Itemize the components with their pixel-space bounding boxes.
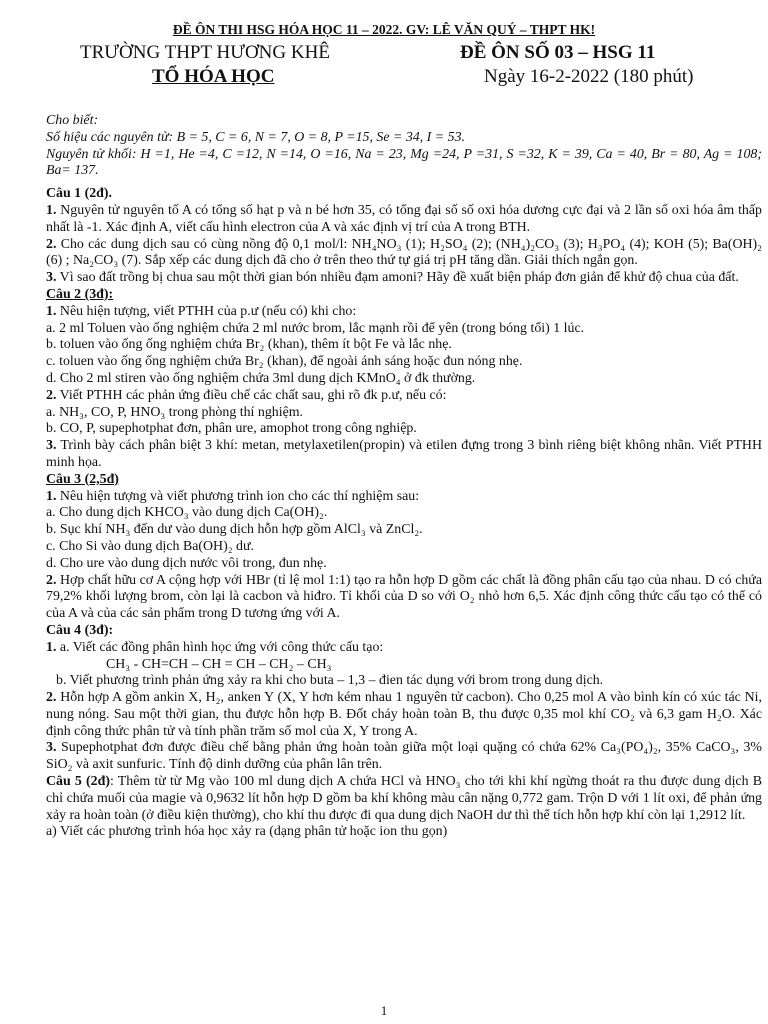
q3-part-1: 1. Nêu hiện tượng và viết phương trình ion cho các thí nghiệm sau: — [46, 488, 420, 504]
q2-part-1: 1. Nêu hiện tượng, viết PTHH của p.ư (nếu có) khi cho: — [46, 303, 357, 319]
q2-part-1a: a. 2 ml Toluen vào ống nghiệm chứa 2 ml nước brom, lắc mạnh rồi để yên (trong bóng tối) 1 lúc. — [46, 320, 585, 336]
q3-part-2: 2. Hợp chất hữu cơ A cộng hợp với HBr (tỉ lệ mol 1:1) tạo ra hỗn hợp D gồm các chất là đồng phân cấu tạo của nhau. D có chứa 79,2% khối lượng brom, còn lại là cacbon và hiđro. Tỉ khối của D so với O₂ nhỏ hơn 6,5. Xác định công thức cấu tạo có thể có của A và của các sản phẩm trong D tương ứng với A. — [46, 572, 762, 622]
page-number: 1 — [380, 1003, 388, 1018]
atomic-numbers: Số hiệu các nguyên tử: B = 5, C = 6, N = 7, O = 8, P =15, Se = 34, I = 53. — [46, 129, 465, 145]
q2-part-1d: d. Cho 2 ml stiren vào ống nghiệm chứa 3ml dung dịch KMnO₄ ở đk thường. — [46, 370, 476, 386]
q4-part-1b: b. Viết phương trình phản ứng xảy ra khi cho buta – 1,3 – đien tác dụng với brom trong dung dịch. — [56, 673, 604, 689]
q3-part-1b: b. Sục khí NH₃ đến dư vào dung dịch hỗn hợp gồm AlCl₃ và ZnCl₂. — [46, 522, 423, 538]
q2-part-2: 2. Viết PTHH các phản ứng điều chế các chất sau, ghi rõ đk p.ư, nếu có: — [46, 387, 447, 403]
atomic-masses: Nguyên tử khối: H =1, He =4, C =12, N =14, O =16, Na = 23, Mg =24, P =31, S =32, K = 39, Ca = 40, Br = 80, Ag = 108; Ba= 137. — [46, 146, 762, 179]
question-5: Câu 5 (2đ): Thêm từ từ Mg vào 100 ml dung dịch A chứa HCl và HNO₃ cho tới khi khí ngừng thoát ra thu được dung dịch B chỉ chứa muối của magie và 0,9632 lít hỗn hợp D gồm ba khí không màu cân nặng 0,772 gam. Trộn D với 1 lít oxi, để phản ứng xảy ra hoàn toàn (ở điều kiện thường), cho khí thu được đi qua dung dịch NaOH dư thì thể tích hỗn hợp khí còn lại 1,2912 lít. — [46, 774, 763, 823]
q2-part-1b: b. toluen vào ống ống nghiệm chứa Br₂ (khan), thêm ít bột Fe và lắc nhẹ. — [46, 337, 452, 353]
question-4-title: Câu 4 (3đ): — [46, 622, 114, 638]
q4-formula: CH₃ - CH=CH – CH = CH – CH₂ – CH₃ — [106, 656, 332, 672]
given-heading: Cho biết: — [46, 113, 99, 128]
q2-part-3: 3. Trình bày cách phân biệt 3 khí: metan, metylaxetilen(propin) và etilen đựng trong 3 bình riêng biệt không nhãn. Viết PTHH minh họa. — [46, 438, 762, 470]
q4-part-3: 3. Supephotphat đơn được điều chế bằng phản ứng hoàn toàn giữa một loại quặng có chứa 62% Ca₃(PO₄)₂, 35% CaCO₃, 3% SiO₂ và axit sunfuric. Tính độ dinh dưỡng của phân lân trên. — [46, 740, 762, 773]
question-3-title: Câu 3 (2,5đ) — [46, 471, 119, 487]
school-name: TRƯỜNG THPT HƯƠNG KHÊ — [80, 42, 330, 63]
q3-part-1a: a. Cho dung dịch KHCO₃ vào dung dịch Ca(OH)₂. — [46, 505, 328, 521]
q4-part-2: 2. Hỗn hợp A gồm ankin X, H₂, anken Y (X, Y hơn kém nhau 1 nguyên tử cacbon). Cho 0,25 mol A vào bình kín có xúc tác Ni, nung nóng. Sau một thời gian, thu được hỗn hợp B. Đốt cháy hoàn toàn B, thu được 0,35 mol khí CO₂ và 6,3 gam H₂O. Xác định công thức phân tử và tính phần trăm số mol của X, Y trong A. — [46, 690, 762, 739]
q1-part-2: 2. Cho các dung dịch sau có cùng nồng độ 0,1 mol/l: NH₄NO₃ (1); H₂SO₄ (2); (NH₄)₂CO₃ (3); H₃PO₄ (4); KOH (5); Ba(OH)₂ (6) ; Na₂CO₃ (7). Sắp xếp các dung dịch đã cho ở trên theo thứ tự giá trị pH tăng dần. Giải thích ngắn gọn. — [46, 236, 763, 269]
q2-part-1c: c. toluen vào ống ống nghiệm chứa Br₂ (khan), để ngoài ánh sáng hoặc đun nóng nhẹ. — [46, 354, 523, 370]
q1-part-1: 1. Nguyên tử nguyên tố A có tổng số hạt p và n bé hơn 35, có tổng đại số số oxi hóa dương cực đại và 2 lần số oxi hóa âm thấp nhất là -1. Xác định A, viết cấu hình electron của A và xác định vị trí của A trong BTH. — [46, 202, 762, 235]
q3-part-1d: d. Cho ure vào dung dịch nước vôi trong, đun nhẹ. — [46, 555, 327, 571]
question-2-title: Câu 2 (3đ): — [46, 286, 114, 302]
question-5-title: Câu 5 (2đ) — [46, 774, 110, 790]
q3-part-1c: c. Cho Si vào dung dịch Ba(OH)₂ dư. — [46, 538, 254, 554]
document-top-line: ĐỀ ÔN THI HSG HÓA HỌC 11 – 2022. GV: LÊ VĂN QUÝ – THPT HK! — [172, 22, 596, 37]
exam-number: ĐỀ ÔN SỐ 03 – HSG 11 — [460, 42, 656, 63]
q2-part-2a: a. NH₃, CO, P, HNO₃ trong phòng thí nghiệm. — [46, 404, 304, 420]
q5-part-a: a) Viết các phương trình hóa học xảy ra (dạng phân tử hoặc ion thu gọn) — [46, 824, 448, 840]
question-1-title: Câu 1 (2đ). — [46, 186, 112, 202]
q2-part-2b: b. CO, P, supephotphat đơn, phân ure, amophot trong công nghiệp. — [46, 421, 417, 437]
exam-content — [46, 113, 762, 841]
exam-date: Ngày 16-2-2022 (180 phút) — [484, 66, 694, 87]
department-name: TỔ HÓA HỌC — [152, 66, 275, 87]
q4-part-1: 1. a. Viết các đồng phân hình học ứng với công thức cấu tạo: — [46, 639, 384, 655]
q1-part-3: 3. Vì sao đất trồng bị chua sau một thời gian bón nhiều đạm amoni? Hãy đề xuất biện pháp đơn giản để khử độ chua của đất. — [46, 270, 739, 286]
